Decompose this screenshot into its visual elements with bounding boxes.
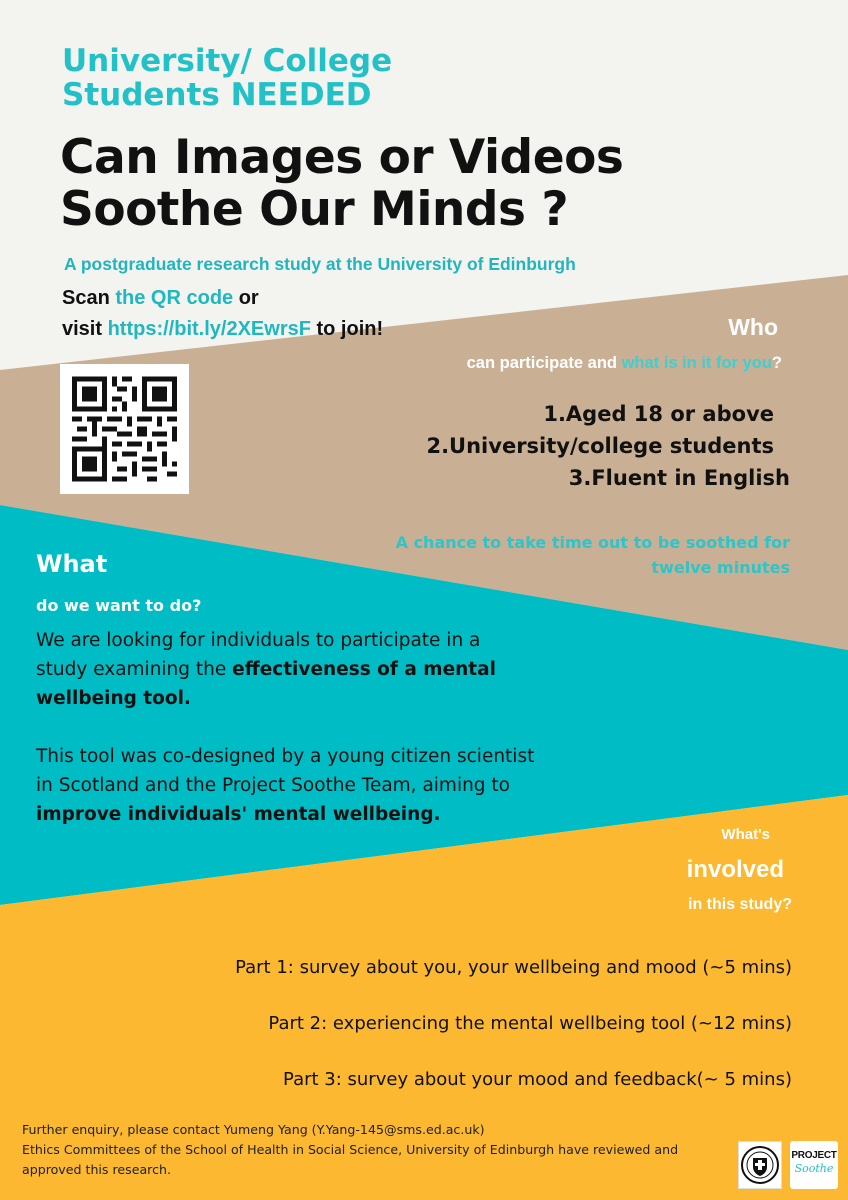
study-part-1: Part 1: survey about you, your wellbeing and mood (~5 mins) xyxy=(235,957,792,978)
what-p2-bold: improve individuals' mental wellbeing. xyxy=(36,804,441,825)
involved-line-3: in this study? xyxy=(688,896,792,913)
university-crest-icon xyxy=(739,1142,781,1188)
scan-instruction xyxy=(62,287,259,310)
headline-kicker xyxy=(62,44,562,112)
study-part-3: Part 3: survey about your mood and feedback(~ 5 mins) xyxy=(283,1069,792,1090)
footer-contact: Further enquiry, please contact Yumeng Yang (Y.Yang-145@sms.ed.ac.uk) xyxy=(22,1122,485,1137)
qr-code-highlight: the QR code xyxy=(115,287,234,309)
page-title xyxy=(60,132,760,236)
what-body xyxy=(36,626,536,829)
join-link[interactable]: https://bit.ly/2XEwrsF xyxy=(107,318,311,340)
logo-project-word: PROJECT xyxy=(791,1150,837,1161)
criterion-student: 2.University/college students xyxy=(426,434,774,458)
what-heading: What xyxy=(36,550,108,578)
involved-line-1: What's xyxy=(721,826,770,843)
visit-prefix: visit xyxy=(62,318,108,340)
qr-code[interactable] xyxy=(60,364,189,494)
what-paragraph-1 xyxy=(36,626,536,713)
criterion-english: 3.Fluent in English xyxy=(568,466,790,490)
involved-line-2: involved xyxy=(686,856,784,883)
who-sub-suffix: ? xyxy=(771,354,782,372)
what-subheading: do we want to do? xyxy=(36,596,202,615)
subtitle: A postgraduate research study at the University of Edinburgh xyxy=(64,254,576,274)
who-heading: Who xyxy=(728,314,778,340)
logo-soothe-word: Soothe xyxy=(794,1162,834,1175)
what-paragraph-2 xyxy=(36,742,536,829)
benefit-line-1: A chance to take time out to be soothed for xyxy=(395,533,790,552)
footer-ethics: Ethics Committees of the School of Health in Social Science, University of Edinburgh have reviewed and approved this research. xyxy=(22,1142,679,1177)
scan-prefix: Scan xyxy=(62,287,116,309)
visit-instruction xyxy=(62,318,383,341)
title-line-1: Can Images or Videos xyxy=(60,130,624,185)
kicker-line-1: University/ College xyxy=(62,43,393,79)
footer xyxy=(22,1120,722,1180)
criterion-age: 1.Aged 18 or above xyxy=(543,402,774,426)
what-p1-text: We are looking for individuals to participate in a study examining the xyxy=(36,630,481,680)
university-logo xyxy=(738,1141,782,1189)
who-sub-highlight: what is in it for you xyxy=(621,354,772,372)
benefit-text xyxy=(350,530,790,580)
what-p2-text: This tool was co-designed by a young citizen scientist in Scotland and the Project Soothe Team, aiming to xyxy=(36,746,535,796)
who-subheading xyxy=(467,354,782,373)
title-line-2: Soothe Our Minds ? xyxy=(60,182,569,237)
benefit-line-2: twelve minutes xyxy=(651,558,790,577)
visit-suffix: to join! xyxy=(310,318,384,340)
qr-code-icon xyxy=(72,376,177,482)
kicker-line-2: Students NEEDED xyxy=(62,77,372,113)
project-soothe-logo xyxy=(790,1141,838,1189)
what-p1-bold: effectiveness of a mental wellbeing tool. xyxy=(36,659,496,709)
scan-suffix: or xyxy=(233,287,259,309)
study-part-2: Part 2: experiencing the mental wellbeing tool (~12 mins) xyxy=(268,1013,792,1034)
who-sub-prefix: can participate and xyxy=(466,354,622,372)
